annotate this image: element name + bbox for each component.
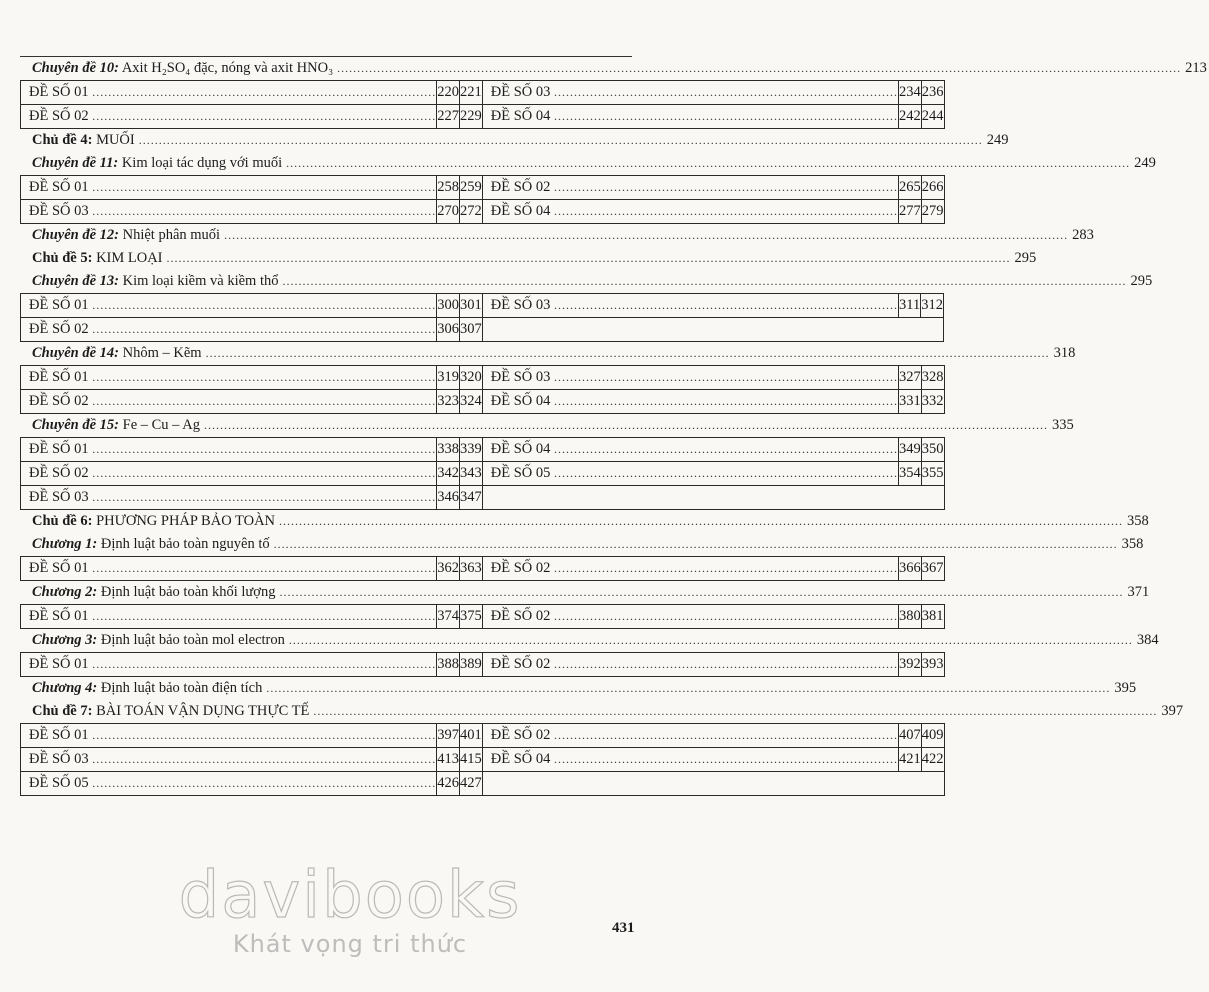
exam-page: 362: [437, 557, 460, 581]
table-row: [21, 772, 945, 796]
heading-page: 213: [1185, 60, 1207, 76]
exam-label-cell: [482, 81, 898, 105]
exam-table: [20, 293, 944, 342]
leader-dots: [554, 466, 898, 480]
heading-label: [20, 533, 270, 556]
leader-dots: [554, 370, 898, 384]
exam-label-cell: [21, 724, 437, 748]
heading-label: [20, 342, 202, 365]
exam-page: 349: [899, 438, 922, 462]
exam-page: 342: [437, 462, 460, 486]
toc-heading: [20, 414, 1074, 437]
answer-page: 415: [460, 748, 483, 772]
leader-dots: [286, 152, 1130, 175]
heading-page: 283: [1072, 227, 1094, 243]
table-row: [21, 390, 945, 414]
toc-heading: [20, 270, 1153, 293]
heading-label: [20, 224, 220, 247]
heading-label: [20, 414, 200, 437]
table-row: [21, 105, 945, 129]
leader-dots: [92, 322, 436, 336]
answer-page: 339: [460, 438, 483, 462]
heading-title: Nhôm – Kẽm: [122, 345, 202, 361]
exam-label: ĐỀ SỐ 01: [29, 441, 89, 457]
leader-dots: [554, 657, 898, 671]
answer-page: 272: [460, 200, 483, 224]
exam-label: ĐỀ SỐ 03: [29, 489, 89, 505]
toc-heading: [20, 629, 1159, 652]
heading-prefix: Chủ đề 6:: [32, 513, 93, 529]
toc-heading: [20, 152, 1156, 175]
exam-page: 331: [899, 390, 922, 414]
leader-dots: [279, 510, 1123, 533]
leader-dots: [289, 629, 1133, 652]
leader-dots: [92, 561, 436, 575]
page-number: 431: [612, 920, 635, 936]
heading-title: MUỐI: [96, 132, 135, 148]
exam-label-cell: [482, 605, 898, 629]
leader-dots: [167, 247, 1011, 270]
exam-page: 346: [437, 486, 460, 510]
answer-page: 343: [460, 462, 483, 486]
heading-title: Kim loại kiềm và kiềm thổ: [122, 273, 279, 289]
exam-label-cell: [482, 176, 898, 200]
exam-label-cell: [21, 772, 437, 796]
heading-page: 295: [1130, 273, 1153, 289]
exam-label: ĐỀ SỐ 02: [490, 560, 551, 576]
exam-page: 380: [899, 605, 922, 629]
answer-page: 259: [460, 176, 483, 200]
heading-page: 384: [1136, 632, 1159, 648]
heading-label: [20, 57, 333, 80]
exam-label: ĐỀ SỐ 01: [29, 84, 89, 100]
leader-dots: [554, 109, 898, 123]
heading-label: [20, 270, 278, 293]
leader-dots: [92, 298, 436, 312]
exam-page: 265: [899, 176, 922, 200]
toc-heading: [20, 677, 1137, 700]
exam-label: ĐỀ SỐ 01: [29, 369, 89, 385]
answer-page: 332: [921, 390, 944, 414]
leader-dots: [279, 581, 1123, 604]
heading-prefix: Chủ đề 4:: [32, 132, 93, 148]
table-row: [21, 318, 944, 342]
heading-prefix: Chương 3:: [32, 632, 98, 648]
exam-label-cell: [482, 557, 898, 581]
exam-page: 392: [899, 653, 922, 677]
leader-dots: [92, 609, 436, 623]
leader-dots: [337, 57, 1181, 80]
exam-label: ĐỀ SỐ 01: [29, 656, 89, 672]
heading-label: [20, 581, 275, 604]
exam-page: 407: [899, 724, 922, 748]
exam-label-cell: [21, 390, 437, 414]
exam-label-cell: [482, 653, 898, 677]
heading-page: 318: [1053, 345, 1076, 361]
answer-page: 320: [460, 366, 483, 390]
exam-label-cell: [21, 653, 437, 677]
leader-dots: [282, 270, 1126, 293]
heading-label: [20, 677, 262, 700]
exam-label-cell: [482, 294, 898, 318]
exam-table: [20, 365, 945, 414]
answer-page: 375: [460, 605, 483, 629]
exam-page: 374: [437, 605, 460, 629]
heading-title: Định luật bảo toàn mol electron: [100, 632, 285, 648]
table-row: [21, 81, 945, 105]
answer-page: 244: [921, 105, 944, 129]
exam-table: [20, 652, 945, 677]
exam-label-cell: [21, 557, 437, 581]
exam-label: ĐỀ SỐ 03: [490, 84, 551, 100]
exam-label: ĐỀ SỐ 04: [490, 441, 551, 457]
heading-label: [20, 510, 275, 533]
heading-label: [20, 129, 135, 152]
exam-page: 397: [437, 724, 460, 748]
exam-page: 354: [899, 462, 922, 486]
toc-heading: [20, 533, 1144, 556]
exam-page: 270: [437, 200, 460, 224]
leader-dots: [554, 204, 898, 218]
heading-page: 249: [986, 132, 1009, 148]
exam-table: [20, 437, 945, 510]
exam-page: 306: [437, 318, 460, 342]
exam-label: ĐỀ SỐ 01: [29, 297, 89, 313]
leader-dots: [554, 85, 898, 99]
exam-label: ĐỀ SỐ 04: [490, 751, 551, 767]
exam-table: [20, 604, 945, 629]
leader-dots: [554, 728, 898, 742]
exam-page: 300: [437, 294, 460, 318]
answer-page: 393: [921, 653, 944, 677]
leader-dots: [92, 204, 436, 218]
exam-label-cell: [21, 81, 437, 105]
exam-label: ĐỀ SỐ 01: [29, 727, 89, 743]
answer-page: 312: [921, 294, 944, 318]
leader-dots: [554, 561, 898, 575]
exam-label-cell: [482, 390, 898, 414]
toc-heading: [20, 57, 1207, 80]
heading-prefix: Chủ đề 7:: [32, 703, 93, 719]
leader-dots: [92, 728, 436, 742]
heading-label: [20, 247, 163, 270]
exam-label: ĐỀ SỐ 02: [29, 108, 89, 124]
heading-prefix: Chủ đề 5:: [32, 250, 93, 266]
answer-page: 350: [921, 438, 944, 462]
exam-label-cell: [21, 105, 437, 129]
leader-dots: [554, 394, 898, 408]
table-row: [21, 557, 945, 581]
answer-page: 355: [921, 462, 944, 486]
heading-page: 371: [1127, 584, 1150, 600]
exam-label-cell: [21, 294, 437, 318]
table-row: [21, 724, 945, 748]
heading-page: 335: [1051, 417, 1074, 433]
toc-heading: [20, 224, 1094, 247]
exam-table: [20, 80, 945, 129]
answer-page: 409: [921, 724, 944, 748]
table-row: [21, 605, 945, 629]
exam-label: ĐỀ SỐ 03: [29, 751, 89, 767]
answer-page: 422: [921, 748, 944, 772]
exam-table: [20, 556, 945, 581]
answer-page: 347: [460, 486, 483, 510]
heading-prefix: Chương 4:: [32, 680, 98, 696]
toc-heading: [20, 342, 1076, 365]
watermark-slogan: Khát vọng tri thức: [232, 930, 468, 958]
leader-dots: [92, 85, 436, 99]
heading-prefix: Chuyên đề 15:: [32, 417, 119, 433]
heading-title: Axit H₂SO₄ đặc, nóng và axit HNO₃: [121, 60, 334, 76]
heading-prefix: Chuyên đề 10:: [32, 60, 119, 76]
exam-label: ĐỀ SỐ 05: [29, 775, 89, 791]
toc-heading: [20, 129, 1009, 152]
watermark: [150, 859, 550, 982]
answer-page: 229: [460, 105, 483, 129]
leader-dots: [92, 442, 436, 456]
leader-dots: [139, 129, 983, 152]
table-row: [21, 176, 945, 200]
leader-dots: [92, 466, 436, 480]
leader-dots: [554, 180, 898, 194]
heading-label: [20, 700, 309, 723]
exam-label: ĐỀ SỐ 01: [29, 179, 89, 195]
heading-page: 358: [1121, 536, 1144, 552]
heading-prefix: Chương 1:: [32, 536, 98, 552]
answer-page: 389: [460, 653, 483, 677]
leader-dots: [92, 776, 436, 790]
heading-prefix: Chương 2:: [32, 584, 98, 600]
exam-label-cell: [482, 748, 898, 772]
heading-page: 358: [1127, 513, 1149, 529]
heading-prefix: Chuyên đề 11:: [32, 155, 119, 171]
exam-label: ĐỀ SỐ 02: [29, 465, 89, 481]
leader-dots: [206, 342, 1050, 365]
heading-prefix: Chuyên đề 14:: [32, 345, 119, 361]
heading-title: KIM LOẠI: [96, 250, 163, 266]
heading-title: BÀI TOÁN VẬN DỤNG THỰC TẾ: [96, 703, 310, 719]
exam-page: 234: [899, 81, 922, 105]
exam-label-cell: [21, 200, 437, 224]
toc-heading: [20, 247, 1037, 270]
exam-label-cell: [21, 438, 437, 462]
exam-page: 327: [899, 366, 922, 390]
exam-label: ĐỀ SỐ 05: [490, 465, 551, 481]
exam-label-cell: [21, 462, 437, 486]
heading-label: [20, 629, 285, 652]
exam-label: ĐỀ SỐ 02: [29, 321, 89, 337]
heading-page: 295: [1014, 250, 1037, 266]
table-row: [21, 486, 945, 510]
table-row: [21, 462, 945, 486]
exam-label: ĐỀ SỐ 04: [490, 203, 551, 219]
answer-page: 324: [460, 390, 483, 414]
answer-page: 279: [921, 200, 944, 224]
exam-page: 366: [899, 557, 922, 581]
leader-dots: [313, 700, 1157, 723]
watermark-brand: davibooks: [178, 859, 522, 933]
leader-dots: [224, 224, 1068, 247]
exam-label: ĐỀ SỐ 03: [29, 203, 89, 219]
leader-dots: [554, 298, 898, 312]
heading-title: Định luật bảo toàn khối lượng: [100, 584, 276, 600]
exam-table: [20, 175, 945, 224]
leader-dots: [554, 442, 898, 456]
empty-cell: [482, 318, 943, 342]
exam-page: 227: [437, 105, 460, 129]
heading-title: PHƯƠNG PHÁP BẢO TOÀN: [96, 513, 276, 529]
exam-label-cell: [21, 318, 437, 342]
heading-title: Nhiệt phân muối: [122, 227, 221, 243]
exam-page: 388: [437, 653, 460, 677]
exam-label-cell: [21, 486, 437, 510]
answer-page: 236: [921, 81, 944, 105]
exam-label: ĐỀ SỐ 02: [29, 393, 89, 409]
exam-page: 323: [437, 390, 460, 414]
answer-page: 363: [460, 557, 483, 581]
heading-page: 249: [1134, 155, 1156, 171]
exam-page: 258: [437, 176, 460, 200]
answer-page: 221: [460, 81, 483, 105]
exam-page: 426: [437, 772, 460, 796]
exam-label: ĐỀ SỐ 04: [490, 108, 551, 124]
exam-label: ĐỀ SỐ 03: [490, 297, 551, 313]
leader-dots: [92, 490, 436, 504]
exam-label-cell: [21, 366, 437, 390]
toc-heading: [20, 581, 1150, 604]
exam-label: ĐỀ SỐ 02: [490, 727, 551, 743]
leader-dots: [92, 370, 436, 384]
heading-title: Định luật bảo toàn nguyên tố: [100, 536, 270, 552]
table-row: [21, 366, 945, 390]
exam-label-cell: [21, 176, 437, 200]
leader-dots: [204, 414, 1048, 437]
table-row: [21, 653, 945, 677]
answer-page: 307: [460, 318, 483, 342]
exam-label: ĐỀ SỐ 01: [29, 560, 89, 576]
exam-label: ĐỀ SỐ 02: [490, 608, 551, 624]
heading-title: Kim loại tác dụng với muối: [121, 155, 283, 171]
leader-dots: [92, 109, 436, 123]
exam-label: ĐỀ SỐ 01: [29, 608, 89, 624]
leader-dots: [92, 180, 436, 194]
answer-page: 367: [921, 557, 944, 581]
heading-page: 395: [1114, 680, 1137, 696]
toc-heading: [20, 700, 1184, 723]
exam-label-cell: [482, 438, 898, 462]
table-row: [21, 748, 945, 772]
table-row: [21, 200, 945, 224]
exam-page: 421: [899, 748, 922, 772]
answer-page: 401: [460, 724, 483, 748]
leader-dots: [554, 609, 898, 623]
answer-page: 427: [460, 772, 483, 796]
heading-prefix: Chuyên đề 12:: [32, 227, 119, 243]
heading-page: 397: [1161, 703, 1184, 719]
answer-page: 328: [921, 366, 944, 390]
answer-page: 381: [921, 605, 944, 629]
answer-page: 266: [921, 176, 944, 200]
leader-dots: [274, 533, 1118, 556]
heading-label: [20, 152, 282, 175]
exam-label: ĐỀ SỐ 02: [490, 656, 551, 672]
table-of-contents: [20, 56, 1207, 796]
leader-dots: [92, 394, 436, 408]
empty-cell: [482, 772, 944, 796]
exam-label: ĐỀ SỐ 04: [490, 393, 551, 409]
exam-label-cell: [482, 462, 898, 486]
heading-prefix: Chuyên đề 13:: [32, 273, 119, 289]
leader-dots: [92, 752, 436, 766]
empty-cell: [482, 486, 944, 510]
answer-page: 301: [460, 294, 483, 318]
table-row: [21, 438, 945, 462]
heading-title: Định luật bảo toàn điện tích: [100, 680, 263, 696]
exam-page: 220: [437, 81, 460, 105]
exam-label-cell: [482, 724, 898, 748]
exam-page: 413: [437, 748, 460, 772]
exam-label: ĐỀ SỐ 03: [490, 369, 551, 385]
leader-dots: [554, 752, 898, 766]
table-row: [21, 294, 944, 318]
exam-label-cell: [482, 200, 898, 224]
exam-page: 338: [437, 438, 460, 462]
leader-dots: [92, 657, 436, 671]
exam-page: 311: [899, 294, 921, 318]
exam-page: 319: [437, 366, 460, 390]
exam-label-cell: [21, 748, 437, 772]
exam-page: 277: [899, 200, 922, 224]
exam-label-cell: [21, 605, 437, 629]
exam-label-cell: [482, 105, 898, 129]
exam-table: [20, 723, 945, 796]
exam-label-cell: [482, 366, 898, 390]
toc-heading: [20, 510, 1149, 533]
heading-title: Fe – Cu – Ag: [122, 417, 200, 433]
exam-page: 242: [899, 105, 922, 129]
exam-label: ĐỀ SỐ 02: [490, 179, 551, 195]
leader-dots: [266, 677, 1110, 700]
